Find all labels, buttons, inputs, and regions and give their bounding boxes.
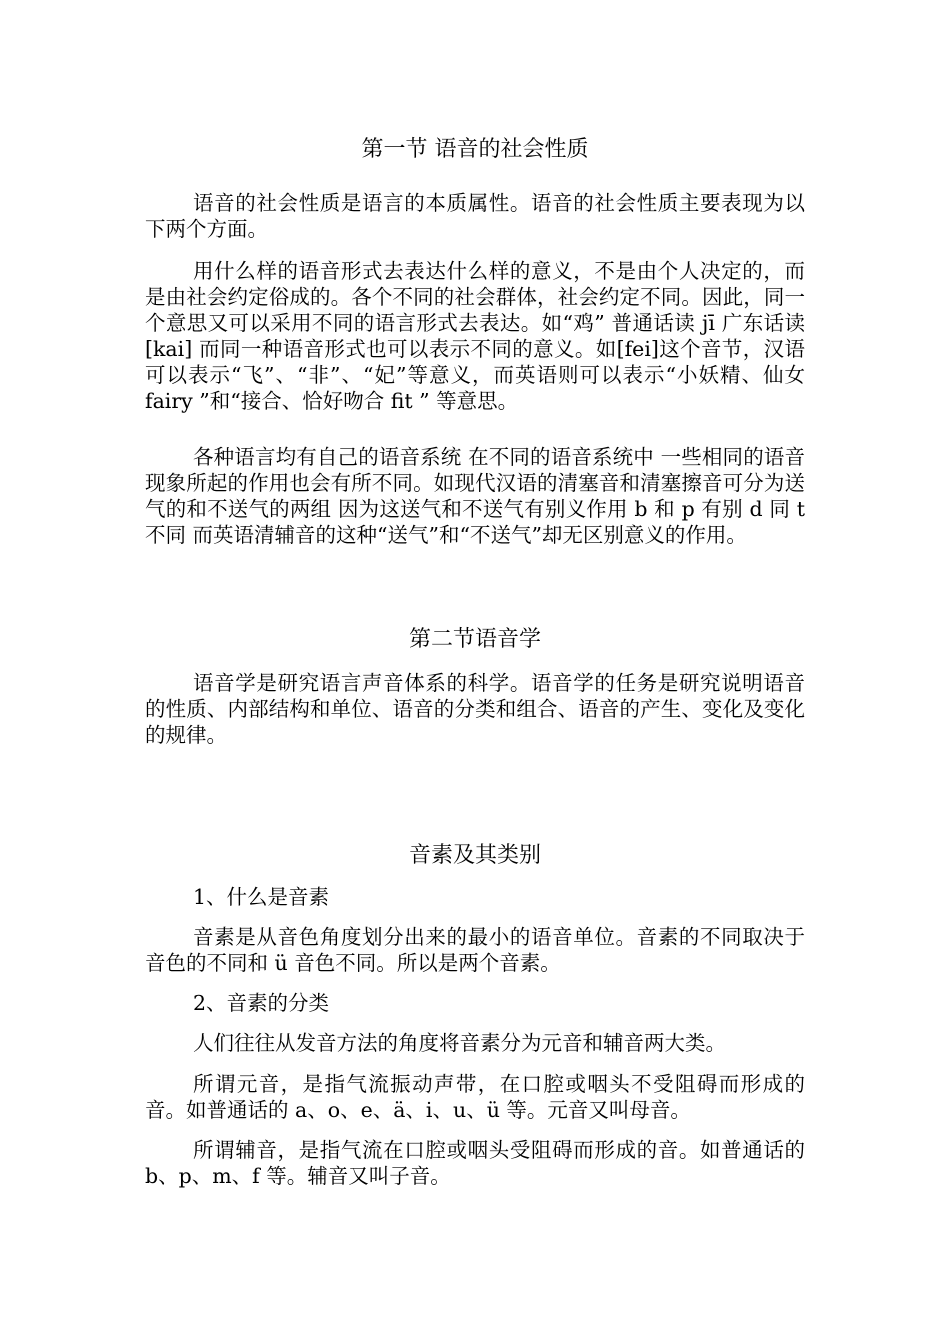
section-1-paragraph-2: 用什么样的语音形式去表达什么样的意义，不是由个人决定的，而是由社会约定俗成的。各个不同的社会群体，社会约定不同。因此，同一个意思又可以采用不同的语言形式去表达。如“鸡” 普通话读 jī 广东话读[kai] 而同一种语音形式也可以表示不同的意义。如[fei]这个音节，汉语可以表示“飞”、“非”、“妃”等意义，而英语则可以表示“小妖精、仙女fairy ”和“接合、恰好吻合 fit ” 等意思。	[145, 259, 805, 413]
section-3-paragraph-3: 所谓元音，是指气流振动声带，在口腔或咽头不受阻碍而形成的音。如普通话的 a、o、e、ä、i、u、ü 等。元音又叫母音。	[145, 1072, 805, 1122]
section-3-paragraph-2: 人们往往从发音方法的角度将音素分为元音和辅音两大类。	[193, 1031, 726, 1055]
section-3-question-1: 1、什么是音素	[193, 885, 330, 909]
section-3-paragraph-4: 所谓辅音，是指气流在口腔或咽头受阻碍而形成的音。如普通话的 b、p、m、f 等。辅音又叫子音。	[145, 1138, 805, 1188]
section-1-paragraph-3: 各种语言均有自己的语音系统 在不同的语音系统中 一些相同的语音现象所起的作用也会有所不同。如现代汉语的清塞音和清塞擦音可分为送气的和不送气的两组 因为这送气和不送气有别义作用 b 和 p 有别 d 同 t 不同 而英语清辅音的这种“送气”和“不送气”却无区别意义的作用。	[145, 445, 805, 547]
section-1-paragraph-1: 语音的社会性质是语言的本质属性。语音的社会性质主要表现为以下两个方面。	[145, 191, 805, 241]
section-1-title: 第一节 语音的社会性质	[361, 137, 589, 162]
section-2-paragraph-1: 语音学是研究语言声音体系的科学。语音学的任务是研究说明语音的性质、内部结构和单位、语音的分类和组合、语音的产生、变化及变化的规律。	[145, 671, 805, 747]
section-2-title: 第二节语音学	[408, 627, 541, 652]
section-3-paragraph-1: 音素是从音色角度划分出来的最小的语音单位。音素的不同取决于音色的不同和 ü 音色不同。所以是两个音素。	[145, 925, 805, 975]
section-3-title: 音素及其类别	[408, 843, 541, 868]
section-3-question-2: 2、音素的分类	[193, 991, 330, 1015]
